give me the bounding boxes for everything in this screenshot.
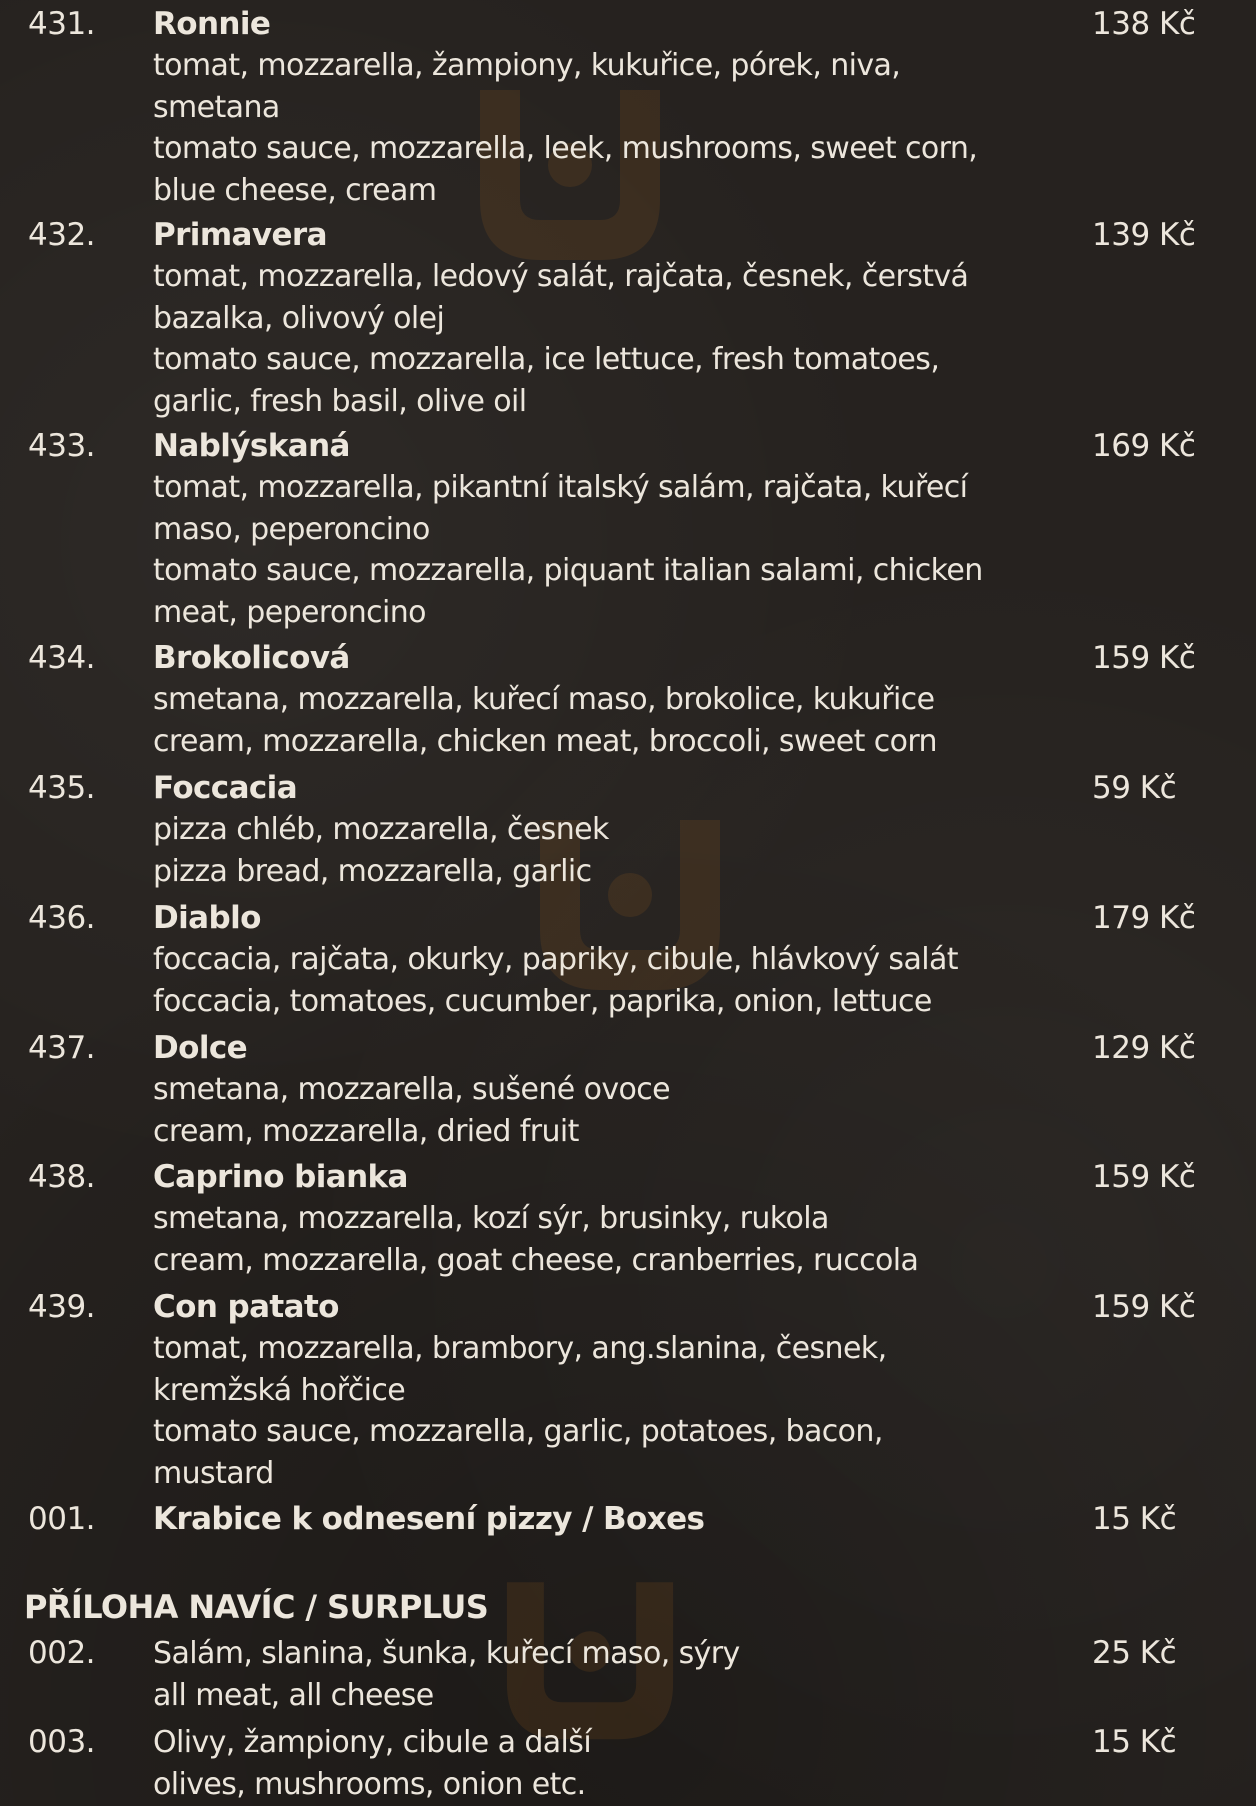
item-number: 001. [28,1501,96,1537]
item-number: 437. [28,1030,96,1066]
item-description-line: Olivy, žampiony, cibule a další [153,1725,592,1760]
item-description-line: bazalka, olivový olej [153,300,445,336]
item-description-line: all meat, all cheese [153,1677,434,1713]
section-title-surplus: PŘÍLOHA NAVÍC / SURPLUS [24,1588,489,1626]
item-description-line: tomato sauce, mozzarella, ice lettuce, fresh tomatoes, [153,342,940,377]
item-number: 434. [28,640,96,676]
item-description-line: kremžská hořčice [153,1372,406,1408]
item-name: Foccacia [153,770,298,806]
item-price: 25 Kč [1092,1635,1177,1671]
item-price: 15 Kč [1092,1501,1177,1537]
item-price: 139 Kč [1092,217,1196,253]
item-description-line: smetana [153,89,280,125]
item-description-line: tomat, mozzarella, pikantní italský salám, rajčata, kuřecí [153,470,968,505]
item-number: 439. [28,1289,96,1325]
item-number: 433. [28,428,96,464]
item-name: Dolce [153,1030,248,1066]
item-description-line: pizza chléb, mozzarella, česnek [153,812,609,847]
item-description-line: smetana, mozzarella, kozí sýr, brusinky, rukola [153,1201,829,1236]
item-description-line: foccacia, tomatoes, cucumber, paprika, onion, lettuce [153,983,932,1019]
item-name: Nablýskaná [153,428,350,464]
item-description-line: foccacia, rajčata, okurky, papriky, cibule, hlávkový salát [153,942,958,977]
item-description-line: cream, mozzarella, chicken meat, broccoli, sweet corn [153,723,937,759]
item-description-line: maso, peperoncino [153,511,430,547]
item-content [153,1499,1053,1540]
item-description-line: smetana, mozzarella, kuřecí maso, brokolice, kukuřice [153,682,935,717]
item-number: 436. [28,900,96,936]
item-number: 002. [28,1635,96,1671]
item-price: 138 Kč [1092,6,1196,42]
item-price: 15 Kč [1092,1724,1177,1760]
item-price: 179 Kč [1092,900,1196,936]
item-description-line: mustard [153,1455,274,1491]
item-price: 159 Kč [1092,1289,1196,1325]
item-description-line: blue cheese, cream [153,172,437,208]
item-description-line: tomato sauce, mozzarella, garlic, potatoes, bacon, [153,1414,883,1449]
item-description-line: tomato sauce, mozzarella, leek, mushrooms, sweet corn, [153,131,978,166]
item-content [153,1287,1053,1494]
item-name: Primavera [153,217,327,253]
item-description-line: cream, mozzarella, dried fruit [153,1113,579,1149]
item-description-line: Salám, slanina, šunka, kuřecí maso, sýry [153,1636,740,1671]
item-name: Brokolicová [153,640,350,676]
item-content [153,1633,1053,1716]
item-description-line: tomato sauce, mozzarella, piquant italian salami, chicken [153,553,983,588]
item-content [153,898,1053,1022]
item-content [153,4,1053,211]
item-content [153,1722,1053,1805]
item-content [153,638,1053,762]
item-number: 003. [28,1724,96,1760]
item-description-line: pizza bread, mozzarella, garlic [153,853,592,889]
item-description-line: cream, mozzarella, goat cheese, cranberries, ruccola [153,1242,919,1278]
item-content [153,768,1053,892]
item-number: 438. [28,1159,96,1195]
item-content [153,426,1053,633]
item-number: 432. [28,217,96,253]
item-description-line: meat, peperoncino [153,594,426,630]
item-content [153,1028,1053,1152]
item-description-line: tomat, mozzarella, ledový salát, rajčata, česnek, čerstvá [153,259,969,294]
item-name: Caprino bianka [153,1159,408,1195]
item-price: 129 Kč [1092,1030,1196,1066]
item-name: Diablo [153,900,261,936]
item-description-line: garlic, fresh basil, olive oil [153,383,527,419]
item-name: Krabice k odnesení pizzy / Boxes [153,1501,705,1537]
item-price: 59 Kč [1092,770,1177,806]
item-content [153,215,1053,422]
item-number: 435. [28,770,96,806]
item-price: 169 Kč [1092,428,1196,464]
item-number: 431. [28,6,96,42]
item-name: Ronnie [153,6,271,42]
item-name: Con patato [153,1289,339,1325]
item-description-line: smetana, mozzarella, sušené ovoce [153,1072,670,1107]
item-description-line: olives, mushrooms, onion etc. [153,1766,586,1802]
item-price: 159 Kč [1092,640,1196,676]
item-description-line: tomat, mozzarella, žampiony, kukuřice, pórek, niva, [153,48,901,83]
item-content [153,1157,1053,1281]
item-description-line: tomat, mozzarella, brambory, ang.slanina, česnek, [153,1331,887,1366]
item-price: 159 Kč [1092,1159,1196,1195]
